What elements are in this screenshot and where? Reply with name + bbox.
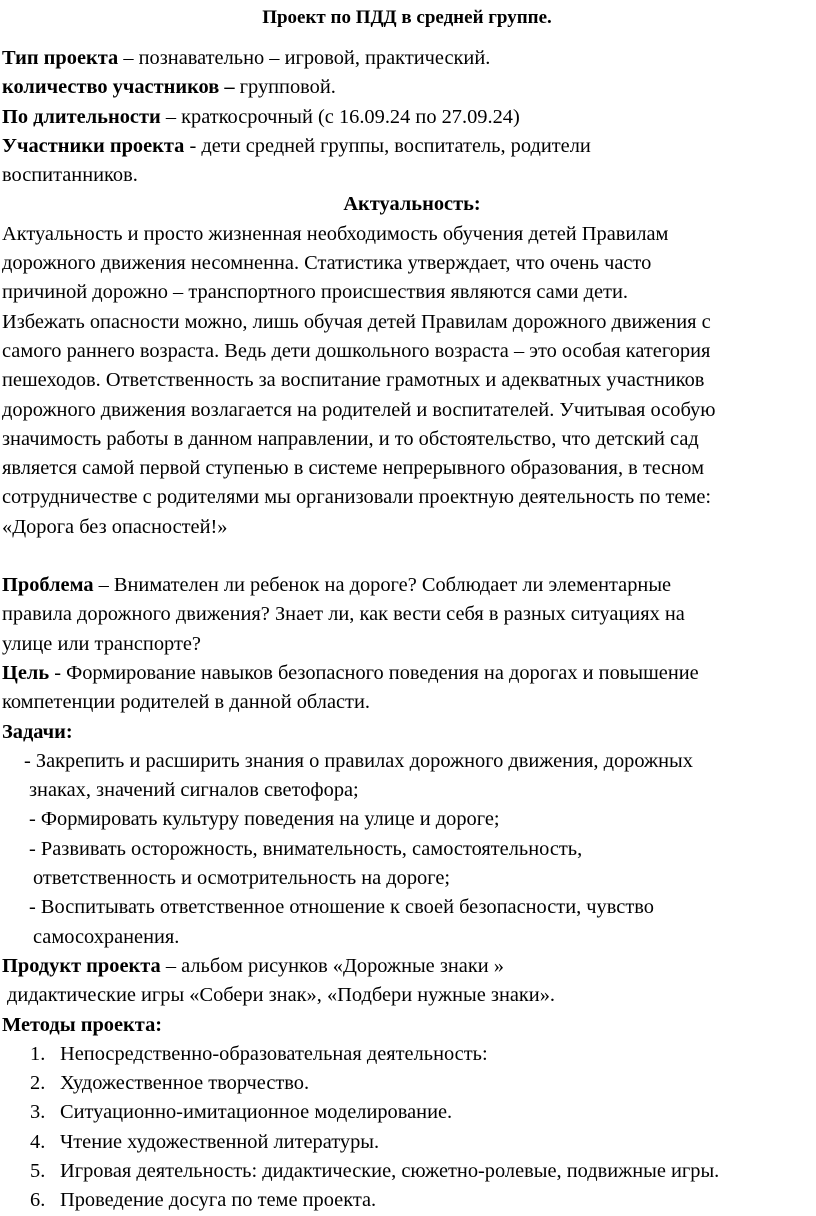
participants-count-line <box>2 73 806 102</box>
method-item <box>2 1040 806 1069</box>
relevance-line: Избежать опасности можно, лишь обучая детей Правилам дорожного движения с <box>2 310 711 333</box>
task-line: знаках, значений сигналов светофора; <box>29 779 359 802</box>
product-line-2: дидактические игры «Собери знак», «Подбери нужные знаки». <box>7 984 556 1007</box>
product-line <box>2 952 806 981</box>
problem-label: Проблема <box>2 574 94 597</box>
goal-text: - Формирование навыков безопасного поведения на дорогах и повышение <box>49 661 699 684</box>
methods-list <box>2 1040 806 1216</box>
method-number: 6. <box>30 1189 46 1212</box>
project-type-text: – познавательно – игровой, практический. <box>118 47 491 69</box>
relevance-heading: Актуальность: <box>343 193 481 216</box>
participants-label: Участники проекта <box>2 134 185 157</box>
problem-line: улице или транспорте? <box>2 632 201 655</box>
method-number: 1. <box>30 1042 46 1065</box>
task-line: - Развивать осторожность, внимательность, самостоятельность, <box>29 837 583 860</box>
method-text: Непосредственно-образовательная деятельность: <box>60 1042 488 1065</box>
method-item <box>2 1186 806 1215</box>
relevance-line: дорожного движения несомненна. Статистика утверждает, что очень часто <box>2 252 652 275</box>
goal-paragraph <box>2 659 806 718</box>
relevance-line: «Дорога без опасностей!» <box>2 515 228 538</box>
duration-text: – краткосрочный (с 16.09.24 по 27.09.24) <box>160 105 520 128</box>
participants-count-label: количество участников – <box>2 76 235 99</box>
relevance-line: значимость работы в данном направлении, и то обстоятельство, что детский сад <box>2 427 699 450</box>
method-item <box>2 1128 806 1157</box>
method-number: 3. <box>30 1101 46 1124</box>
task-line: ответственность и осмотрительность на дороге; <box>33 867 451 890</box>
problem-text: – Внимателен ли ребенок на дороге? Соблюдает ли элементарные <box>93 574 672 597</box>
method-text: Ситуационно-имитационное моделирование. <box>60 1101 453 1124</box>
method-text: Проведение досуга по теме проекта. <box>60 1189 377 1212</box>
method-item <box>2 1098 806 1127</box>
relevance-line: Актуальность и просто жизненная необходимость обучения детей Правилам <box>2 222 669 245</box>
task-line: - Закрепить и расширить знания о правилах дорожного движения, дорожных <box>24 749 693 772</box>
blank-line <box>2 542 806 571</box>
participants-count-text: групповой. <box>234 76 336 99</box>
problem-line: правила дорожного движения? Знает ли, как вести себя в разных ситуациях на <box>2 603 685 626</box>
goal-line: компетенции родителей в данной области. <box>2 691 370 714</box>
method-number: 4. <box>30 1130 46 1153</box>
method-number: 2. <box>30 1072 46 1095</box>
task-line: - Воспитывать ответственное отношение к своей безопасности, чувство <box>29 896 654 919</box>
participants-text: - дети средней группы, воспитатель, родители <box>184 134 591 157</box>
task-line: самосохранения. <box>33 925 180 948</box>
duration-label: По длительности <box>2 105 161 128</box>
product-text: – альбом рисунков «Дорожные знаки » <box>160 954 504 977</box>
task-item <box>2 805 806 834</box>
relevance-line: является самой первой ступенью в системе непрерывного образования, в тесном <box>2 457 705 480</box>
task-line: - Формировать культуру поведения на улице и дороге; <box>29 808 500 831</box>
relevance-line: самого раннего возраста. Ведь дети дошкольного возраста – это особая категория <box>2 339 711 362</box>
project-type-label: Тип проекта <box>2 47 119 69</box>
method-text: Художественное творчество. <box>60 1072 310 1095</box>
task-item <box>2 893 806 952</box>
participants-line <box>2 132 806 161</box>
relevance-line: дорожного движения возлагается на родителей и воспитателей. Учитывая особую <box>2 398 716 421</box>
task-item <box>2 747 806 806</box>
task-item <box>2 835 806 894</box>
relevance-line: причиной дорожно – транспортного происшествия являются сами дети. <box>2 281 628 304</box>
product-label: Продукт проекта <box>2 954 161 977</box>
method-item <box>2 1157 806 1186</box>
participants-line-2: воспитанников. <box>2 164 138 187</box>
relevance-line: сотрудничестве с родителями мы организовали проектную деятельность по теме: <box>2 486 712 509</box>
method-item <box>2 1069 806 1098</box>
method-text: Игровая деятельность: дидактические, сюжетно-ролевые, подвижные игры. <box>60 1159 720 1182</box>
page-title: Проект по ПДД в средней группе. <box>262 7 552 28</box>
method-text: Чтение художественной литературы. <box>60 1130 380 1153</box>
goal-line <box>2 659 806 688</box>
relevance-line: пешеходов. Ответственность за воспитание грамотных и адекватных участников <box>2 369 705 392</box>
method-number: 5. <box>30 1159 46 1182</box>
goal-label: Цель <box>2 661 50 684</box>
relevance-paragraph <box>2 220 806 542</box>
methods-heading: Методы проекта: <box>2 1013 163 1036</box>
project-type-line <box>2 44 806 73</box>
problem-paragraph <box>2 571 806 659</box>
tasks-heading: Задачи: <box>2 720 73 743</box>
problem-line <box>2 571 806 600</box>
duration-line <box>2 103 806 132</box>
